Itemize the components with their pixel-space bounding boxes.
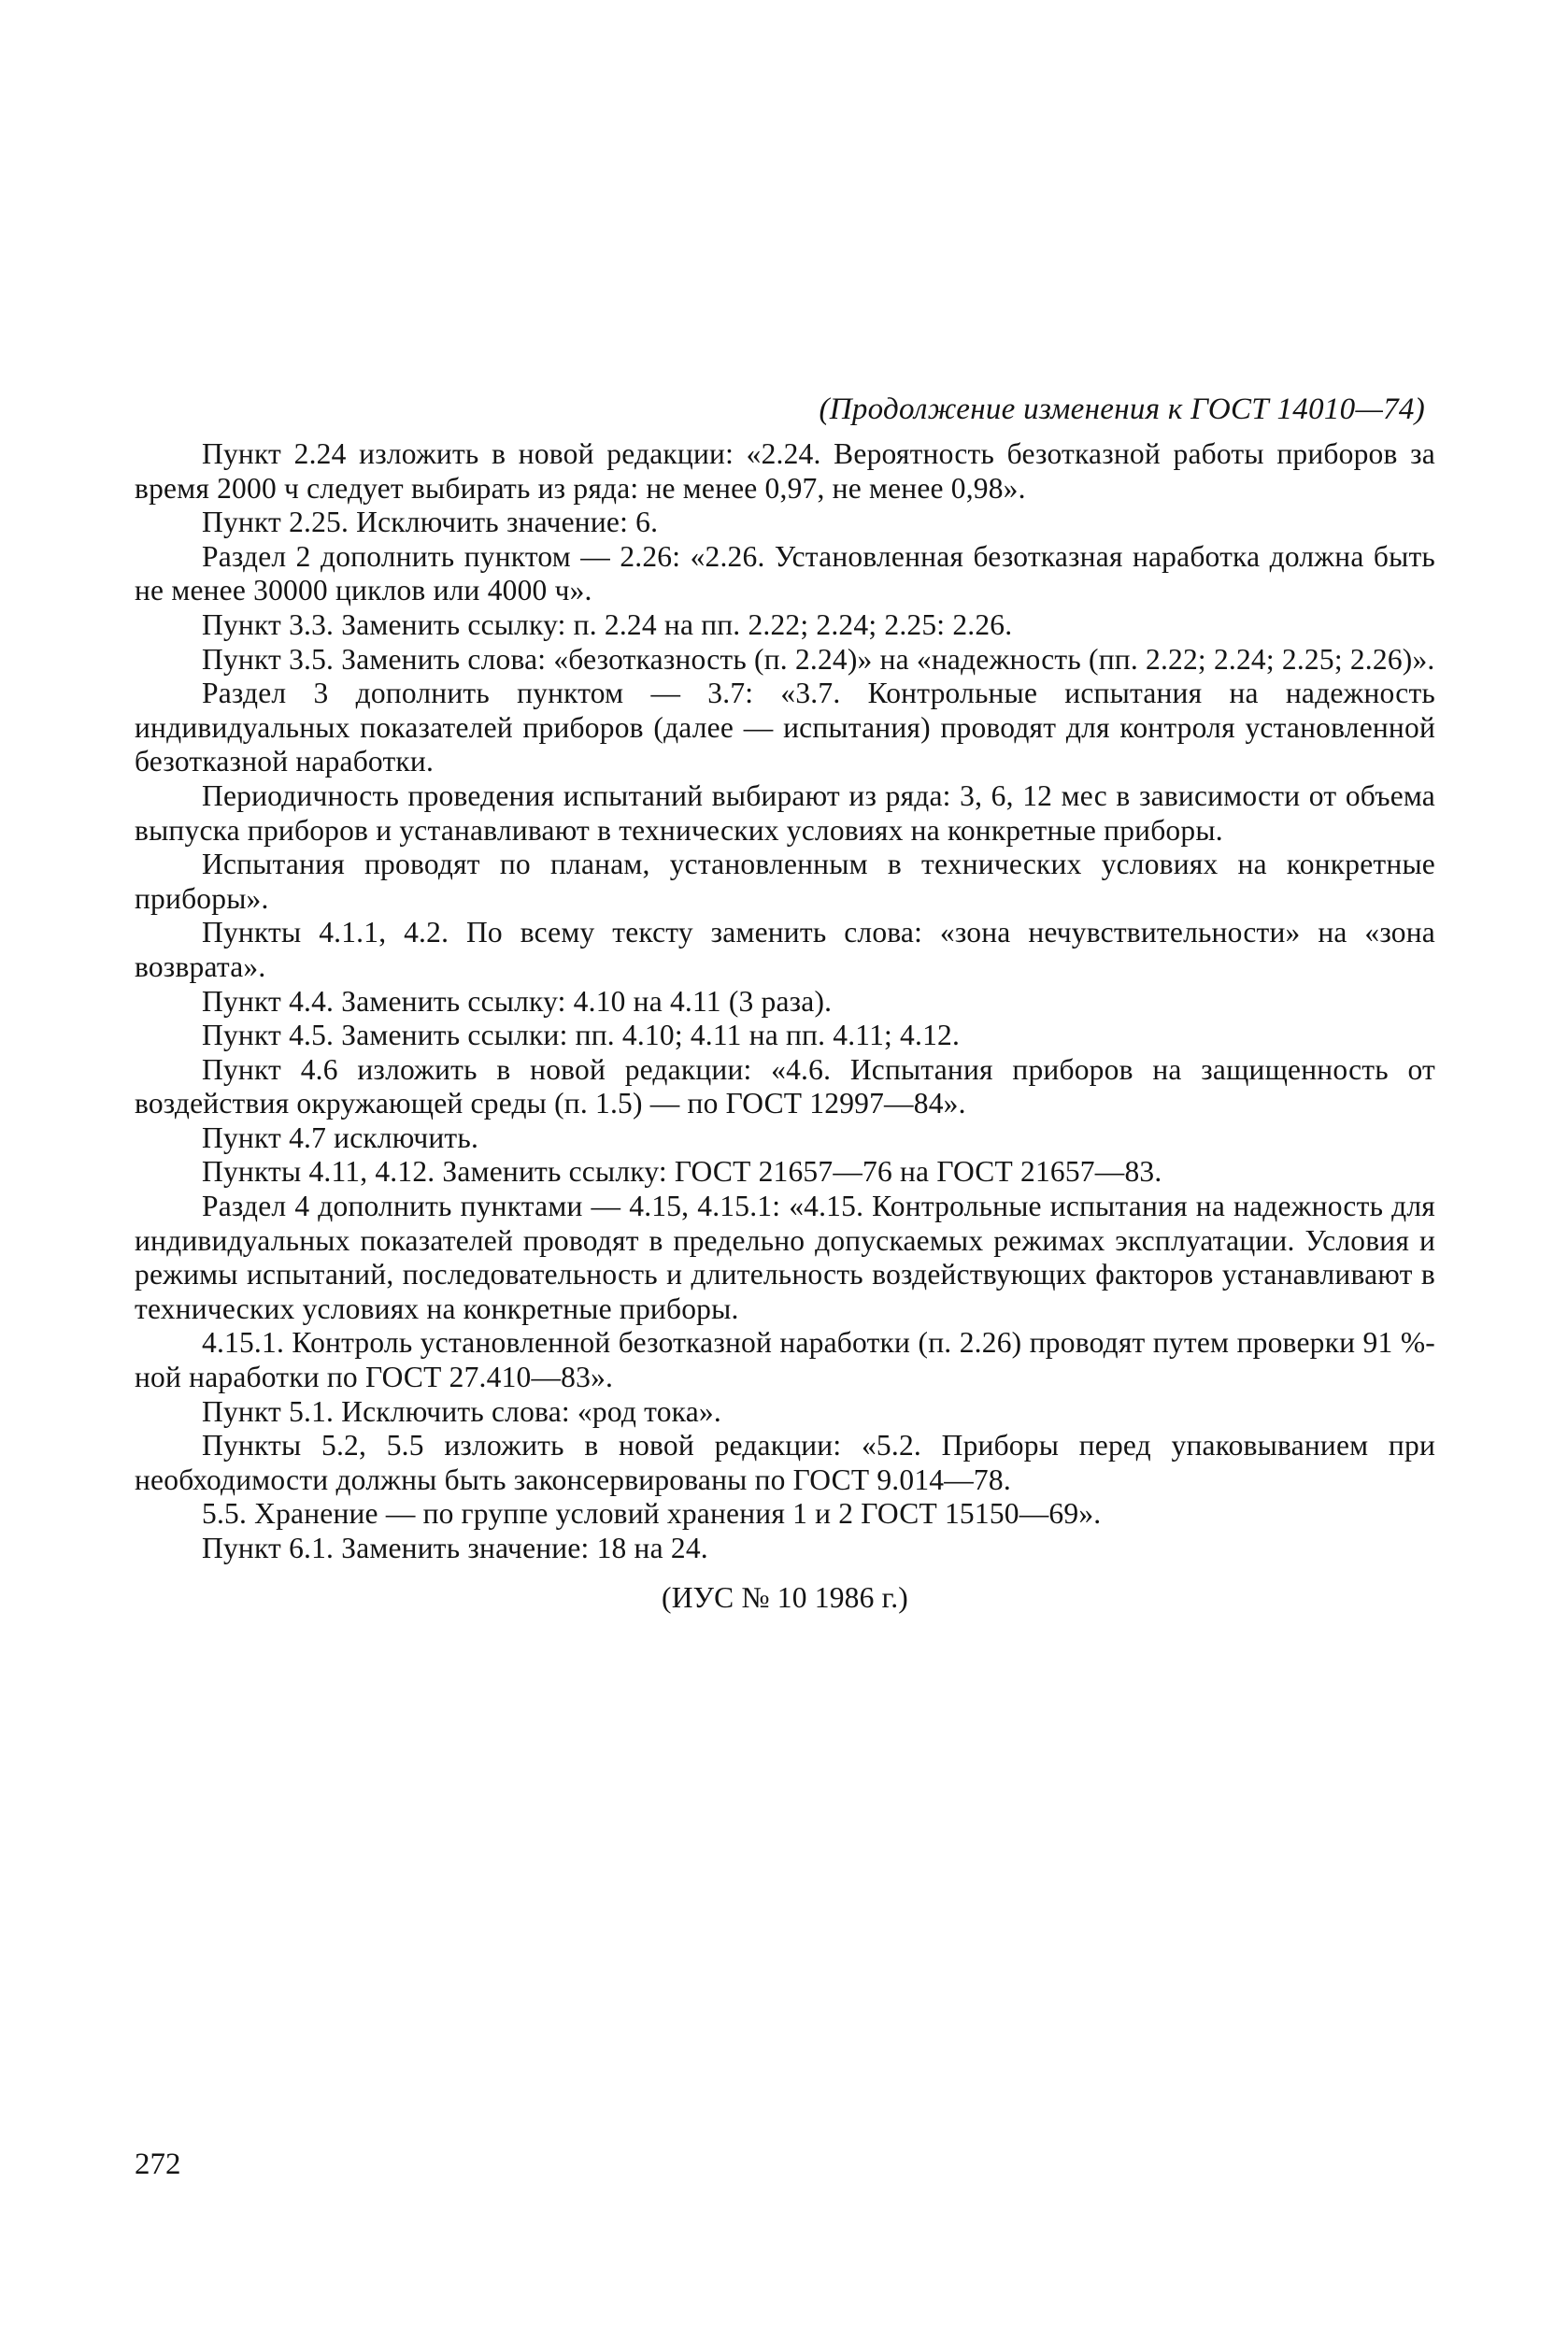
page-number: 272 <box>135 2147 181 2181</box>
paragraph-section-2: Раздел 2 дополнить пунктом — 2.26: «2.26. Установленная безотказная наработка должна быть не менее 30000 циклов или 4000 ч». <box>135 539 1435 607</box>
paragraph-items-5-2-5-5: Пункты 5.2, 5.5 изложить в новой редакции: «5.2. Приборы перед упаковыванием при необходимости должны быть законсервированы по ГОСТ 9.014—78. <box>135 1429 1435 1496</box>
source-note: (ИУС № 10 1986 г.) <box>662 1580 908 1614</box>
paragraph-item-3-5: Пункт 3.5. Заменить слова: «безотказность (п. 2.24)» на «надежность (пп. 2.22; 2.24; 2.25; 2.26)». <box>202 642 1435 676</box>
paragraph-periodicity: Периодичность проведения испытаний выбирают из ряда: 3, 6, 12 мес в зависимости от объема выпуска приборов и устанавливают в технических условиях на конкретные приборы. <box>135 778 1435 847</box>
paragraph-item-2-24: Пункт 2.24 изложить в новой редакции: «2.24. Вероятность безотказной работы приборов за время 2000 ч следует выбирать из ряда: не менее 0,97, не менее 0,98». <box>135 437 1435 505</box>
paragraph-items-4-1-1-4-2: Пункты 4.1.1, 4.2. По всему тексту заменить слова: «зона нечувствительности» на «зона возврата». <box>135 916 1435 983</box>
paragraph-item-5-1: Пункт 5.1. Исключить слова: «род тока». <box>202 1394 721 1428</box>
paragraph-items-4-11-4-12: Пункты 4.11, 4.12. Заменить ссылку: ГОСТ 21657—76 на ГОСТ 21657—83. <box>202 1155 1162 1189</box>
paragraph-item-2-25: Пункт 2.25. Исключить значение: 6. <box>202 506 659 539</box>
paragraph-section-4: Раздел 4 дополнить пунктами — 4.15, 4.15.1: «4.15. Контрольные испытания на надежность для индивидуальных показателей проводят в предельно допускаемых режимах эксплуатации. Условия и режимы испытаний, последовательность и длительность воздействующих факторов устанавливают в технических условиях на конкретные приборы. <box>135 1190 1435 1325</box>
paragraph-item-4-7: Пункт 4.7 исключить. <box>202 1120 479 1154</box>
paragraph-item-3-3: Пункт 3.3. Заменить ссылку: п. 2.24 на пп. 2.22; 2.24; 2.25: 2.26. <box>202 607 1013 641</box>
paragraph-section-3: Раздел 3 дополнить пунктом — 3.7: «3.7. Контрольные испытания на надежность индивидуальных показателей приборов (далее — испытания) проводят для контроля установленной безотказной наработки. <box>135 677 1435 778</box>
paragraph-item-4-5: Пункт 4.5. Заменить ссылки: пп. 4.10; 4.11 на пп. 4.11; 4.12. <box>202 1019 961 1052</box>
paragraph-item-4-6: Пункт 4.6 изложить в новой редакции: «4.6. Испытания приборов на защищенность от воздействия окружающей среды (п. 1.5) — по ГОСТ 12997—84». <box>135 1052 1435 1120</box>
paragraph-test-plans: Испытания проводят по планам, установленным в технических условиях на конкретные приборы». <box>135 848 1435 915</box>
amendment-text <box>135 437 1435 1615</box>
paragraph-item-6-1: Пункт 6.1. Заменить значение: 18 на 24. <box>202 1532 708 1564</box>
paragraph-item-5-5: 5.5. Хранение — по группе условий хранения 1 и 2 ГОСТ 15150—69». <box>202 1497 1102 1531</box>
paragraph-item-4-4: Пункт 4.4. Заменить ссылку: 4.10 на 4.11 (3 раза). <box>202 984 833 1018</box>
continuation-header: (Продолжение изменения к ГОСТ 14010—74) <box>819 392 1425 426</box>
paragraph-item-4-15-1: 4.15.1. Контроль установленной безотказной наработки (п. 2.26) проводят путем проверки 91 %-ной наработки по ГОСТ 27.410—83». <box>135 1326 1435 1394</box>
